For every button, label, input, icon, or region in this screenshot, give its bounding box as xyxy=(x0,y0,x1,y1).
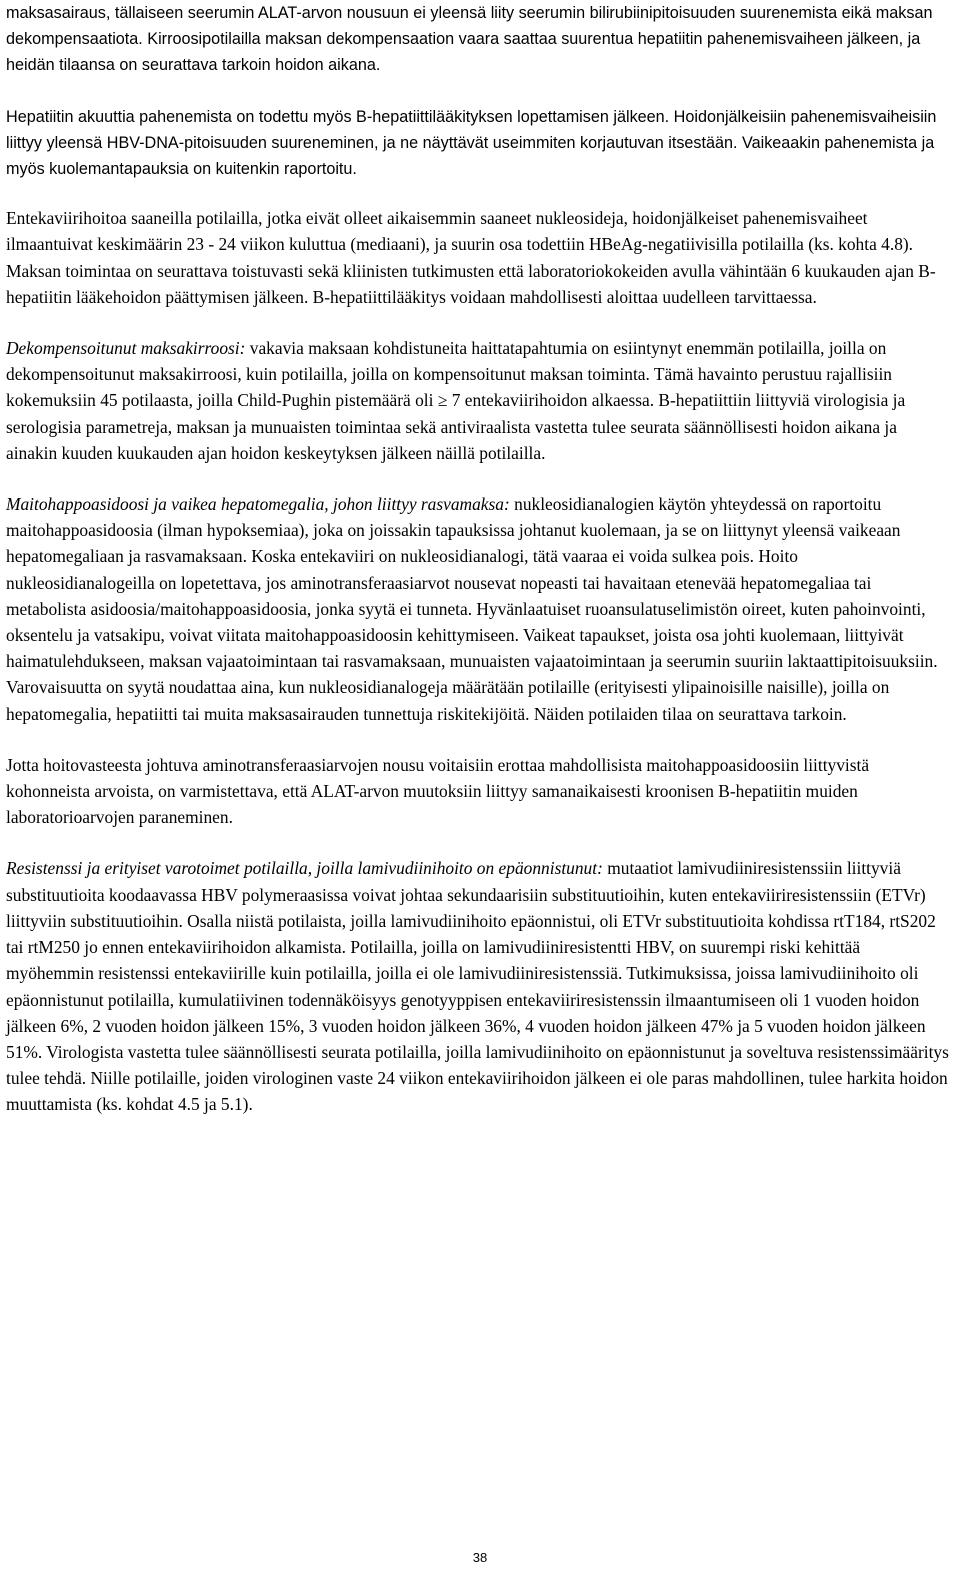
document-page xyxy=(6,0,950,1118)
section-heading-decompensated-cirrhosis: Dekompensoitunut maksakirroosi: xyxy=(6,338,246,359)
page-number: 38 xyxy=(472,1550,488,1565)
paragraph-body: nukleosidianalogien käytön yhteydessä on raportoitu maitohappoasidoosia (ilman hypoksemiaa), joka on joissakin tapauksissa johtanut kuolemaan, ja se on liittynyt yleensä vaikeaan hepatomegaliaan ja rasvamaksaan. Koska entekaviiri on nukleosidianalogi, tätä vaaraa ei voida sulkea pois. Hoito nukleosidianalogeilla on lopetettava, jos aminotransferaasiarvot nousevat nopeasti tai havaitaan etenevää hepatomegaliaa tai metabolista asidoosia/maitohappoasidoosia, jonka syytä ei tunneta. Hyvänlaatuiset ruoansulatuselimistön oireet, kuten pahoinvointi, oksentelu ja vatsakipu, voivat viitata maitohappoasidoosin kehittymiseen. Vaikeat tapaukset, joista osa johti kuolemaan, liittyivät haimatulehdukseen, maksan vajaatoimintaan tai rasvamaksaan, munuaisten vajaatoimintaan ja seerumin suuriin laktaattipitoisuuksiin. Varovaisuutta on syytä noudattaa aina, kun nukleosidianalogeja määrätään potilaille (erityisesti ylipainoisille naisille), joilla on hepatomegalia, hepatiitti tai muita maksasairauden tunnettuja riskitekijöitä. Näiden potilaiden tilaa on seurattava tarkoin. xyxy=(6,494,938,724)
paragraph-decompensated-cirrhosis xyxy=(6,335,950,466)
paragraph-resistance-precautions xyxy=(6,855,950,1117)
paragraph-body: mutaatiot lamivudiiniresistenssiin liittyviä substituutioita koodaavassa HBV polymeraasissa voivat johtaa sekundaarisiin substituutioihin, kuten entekaviiriresistenssiin (ETVr) liittyviin substituutioihin. Osalla niistä potilaista, joilla lamivudiinihoito epäonnistui, oli ETVr substituutioita kohdissa rtT184, rtS202 tai rtM250 jo ennen entekaviirihoidon alkamista. Potilailla, joilla on lamivudiiniresistentti HBV, on suurempi riski kehittää myöhemmin resistenssi entekaviirille kuin potilailla, joilla ei ole lamivudiiniresistenssiä. Tutkimuksissa, joissa lamivudiinihoito oli epäonnistunut potilailla, kumulatiivinen todennäköisyys genotyyppisen entekaviiriresistenssin ilmaantumiseen oli 1 vuoden hoidon jälkeen 6%, 2 vuoden hoidon jälkeen 15%, 3 vuoden hoidon jälkeen 36%, 4 vuoden hoidon jälkeen 47% ja 5 vuoden hoidon jälkeen 51%. Virologista vastetta tulee säännöllisesti seurata potilailla, joilla lamivudiinihoito on epäonnistunut ja soveltuva resistenssimääritys tulee tehdä. Niille potilaille, joiden virologinen vaste 24 viikon entekaviirihoidon jälkeen ei ole paras mahdollinen, tulee harkita hoidon muuttamista (ks. kohdat 4.5 ja 5.1). xyxy=(6,858,949,1115)
paragraph-alat-intro: maksasairaus, tällaiseen seerumin ALAT-arvon nousuun ei yleensä liity seerumin bilirubiinipitoisuuden suurenemista eikä maksan dekompensaatiota. Kirroosipotilailla maksan dekompensaation vaara saattaa suurentua hepatiitin pahenemisvaiheen jälkeen, ja heidän tilaansa on seurattava tarkoin hoidon aikana. xyxy=(6,4,933,75)
section-heading-lactic-acidosis: Maitohappoasidoosi ja vaikea hepatomegalia, johon liittyy rasvamaksa: xyxy=(6,494,510,515)
paragraph-lactic-acidosis xyxy=(6,491,950,727)
paragraph-aminotransferase-differentiation: Jotta hoitovasteesta johtuva aminotransferaasiarvojen nousu voitaisiin erottaa mahdollisista maitohappoasidoosiin liittyvistä kohonneista arvoista, on varmistettava, että ALAT-arvon muutoksiin liittyy samanaikaisesti kroonisen B-hepatiitin muiden laboratorioarvojen paraneminen. xyxy=(6,754,870,828)
section-heading-resistance: Resistenssi ja erityiset varotoimet potilailla, joilla lamivudiinihoito on epäonnistunut: xyxy=(6,858,603,879)
paragraph-nucleoside-naive-exacerbations: Entekaviirihoitoa saaneilla potilailla, jotka eivät olleet aikaisemmin saaneet nukleosideja, hoidonjälkeiset pahenemisvaiheet ilmaantuivat keskimäärin 23 - 24 viikon kuluttua (mediaani), ja suurin osa todettiin HBeAg-negatiivisilla potilailla (ks. kohta 4.8). Maksan toimintaa on seurattava toistuvasti sekä kliinisten tutkimusten että laboratoriokokeiden avulla vähintään 6 kuukauden ajan B-hepatiitin lääkehoidon päättymisen jälkeen. B-hepatiittilääkitys voidaan mahdollisesti aloittaa uudelleen tarvittaessa. xyxy=(6,208,936,307)
paragraph-post-treatment-exacerbation: Hepatiitin akuuttia pahenemista on todettu myös B-hepatiittilääkityksen lopettamisen jälkeen. Hoidonjälkeisiin pahenemisvaiheisiin liittyy yleensä HBV-DNA-pitoisuuden suureneminen, ja ne näyttävät useimmiten korjautuvan itsestään. Vaikeaakin pahenemista ja myös kuolemantapauksia on kuitenkin raportoitu. xyxy=(6,107,937,179)
paragraph-body: vakavia maksaan kohdistuneita haittatapahtumia on esiintynyt enemmän potilailla, joilla on dekompensoitunut maksakirroosi, kuin potilailla, joilla on kompensoitunut maksan toiminta. Tämä havainto perustuu rajallisiin kokemuksiin 45 potilaasta, joilla Child-Pughin pistemäärä oli ≥ 7 entekaviirihoidon alkaessa. B-hepatiittiin liittyviä virologisia ja serologisia parametreja, maksan ja munuaisten toimintaa sekä antiviraalista vastetta tulee seurata säännöllisesti hoidon aikana ja ainakin kuuden kuukauden ajan hoidon keskeytyksen jälkeen näillä potilailla. xyxy=(6,338,906,463)
